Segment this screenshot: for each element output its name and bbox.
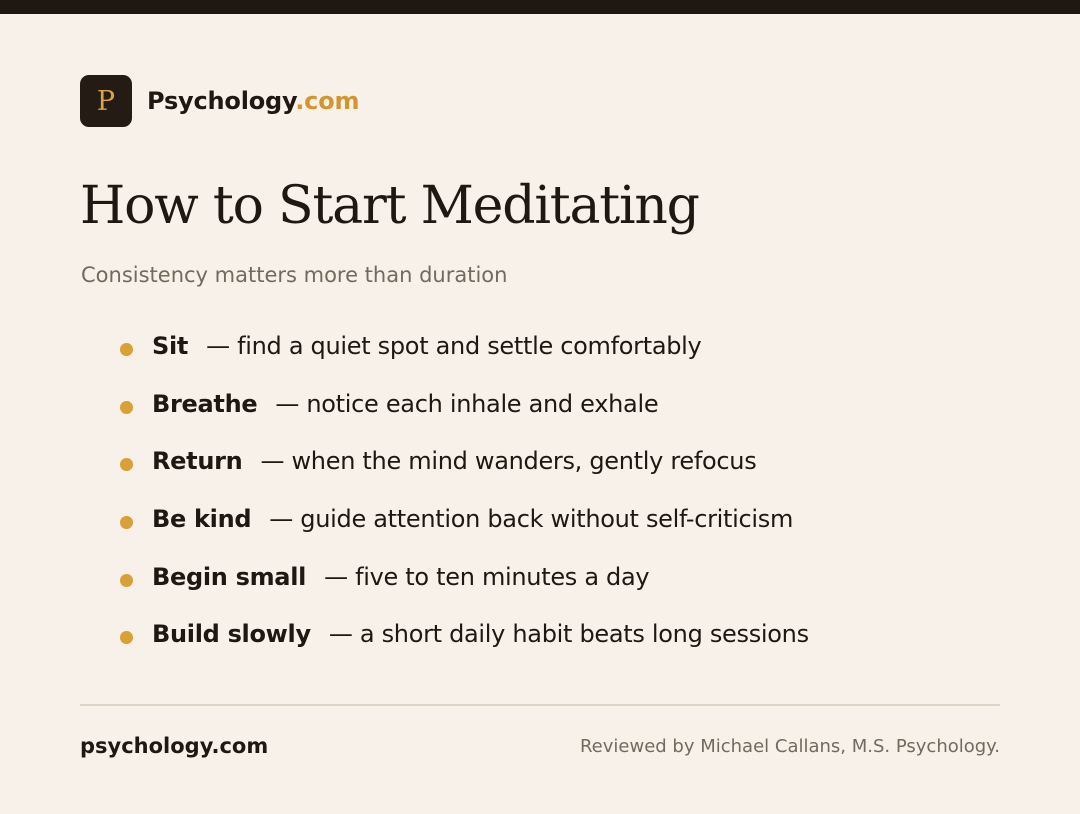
step-description: — when the mind wanders, gently refocus: [260, 447, 757, 476]
step-description: — a short daily habit beats long sessions: [328, 620, 809, 649]
logo-icon: [80, 75, 132, 127]
step-description: — five to ten minutes a day: [324, 562, 650, 591]
brand-name-tld: .com: [295, 87, 360, 115]
steps-list: [120, 332, 809, 678]
brand-header: [80, 75, 359, 127]
step-term: Sit: [152, 332, 189, 360]
list-item: [120, 620, 809, 678]
step-term: Begin small: [152, 562, 307, 591]
bullet-dot-icon: [120, 458, 133, 471]
bullet-dot-icon: [120, 574, 133, 587]
step-term: Be kind: [152, 505, 252, 534]
step-description: — guide attention back without self-criticism: [269, 505, 794, 534]
step-term: Build slowly: [152, 620, 311, 649]
bullet-dot-icon: [120, 343, 133, 356]
step-term: Breathe: [152, 389, 258, 418]
footer-reviewer: Reviewed by Michael Callans, M.S. Psychology.: [579, 736, 1000, 757]
list-item: [120, 563, 809, 621]
bullet-dot-icon: [120, 516, 133, 529]
footer-divider: [80, 704, 1000, 706]
list-item: [120, 505, 809, 563]
list-item: [120, 390, 809, 448]
bullet-dot-icon: [120, 401, 133, 414]
bullet-dot-icon: [120, 631, 133, 644]
page-subtitle: Consistency matters more than duration: [81, 263, 508, 287]
brand-name-main: Psychology: [147, 87, 296, 115]
step-description: — notice each inhale and exhale: [275, 389, 659, 418]
list-item: [120, 447, 809, 505]
step-term: Return: [152, 447, 243, 476]
brand-name: [147, 87, 359, 115]
step-description: — find a quiet spot and settle comfortably: [206, 332, 702, 360]
list-item: [120, 332, 809, 390]
logo-letter: P: [96, 85, 116, 117]
page-title: How to Start Meditating: [80, 176, 699, 236]
footer-site: psychology.com: [80, 734, 269, 758]
